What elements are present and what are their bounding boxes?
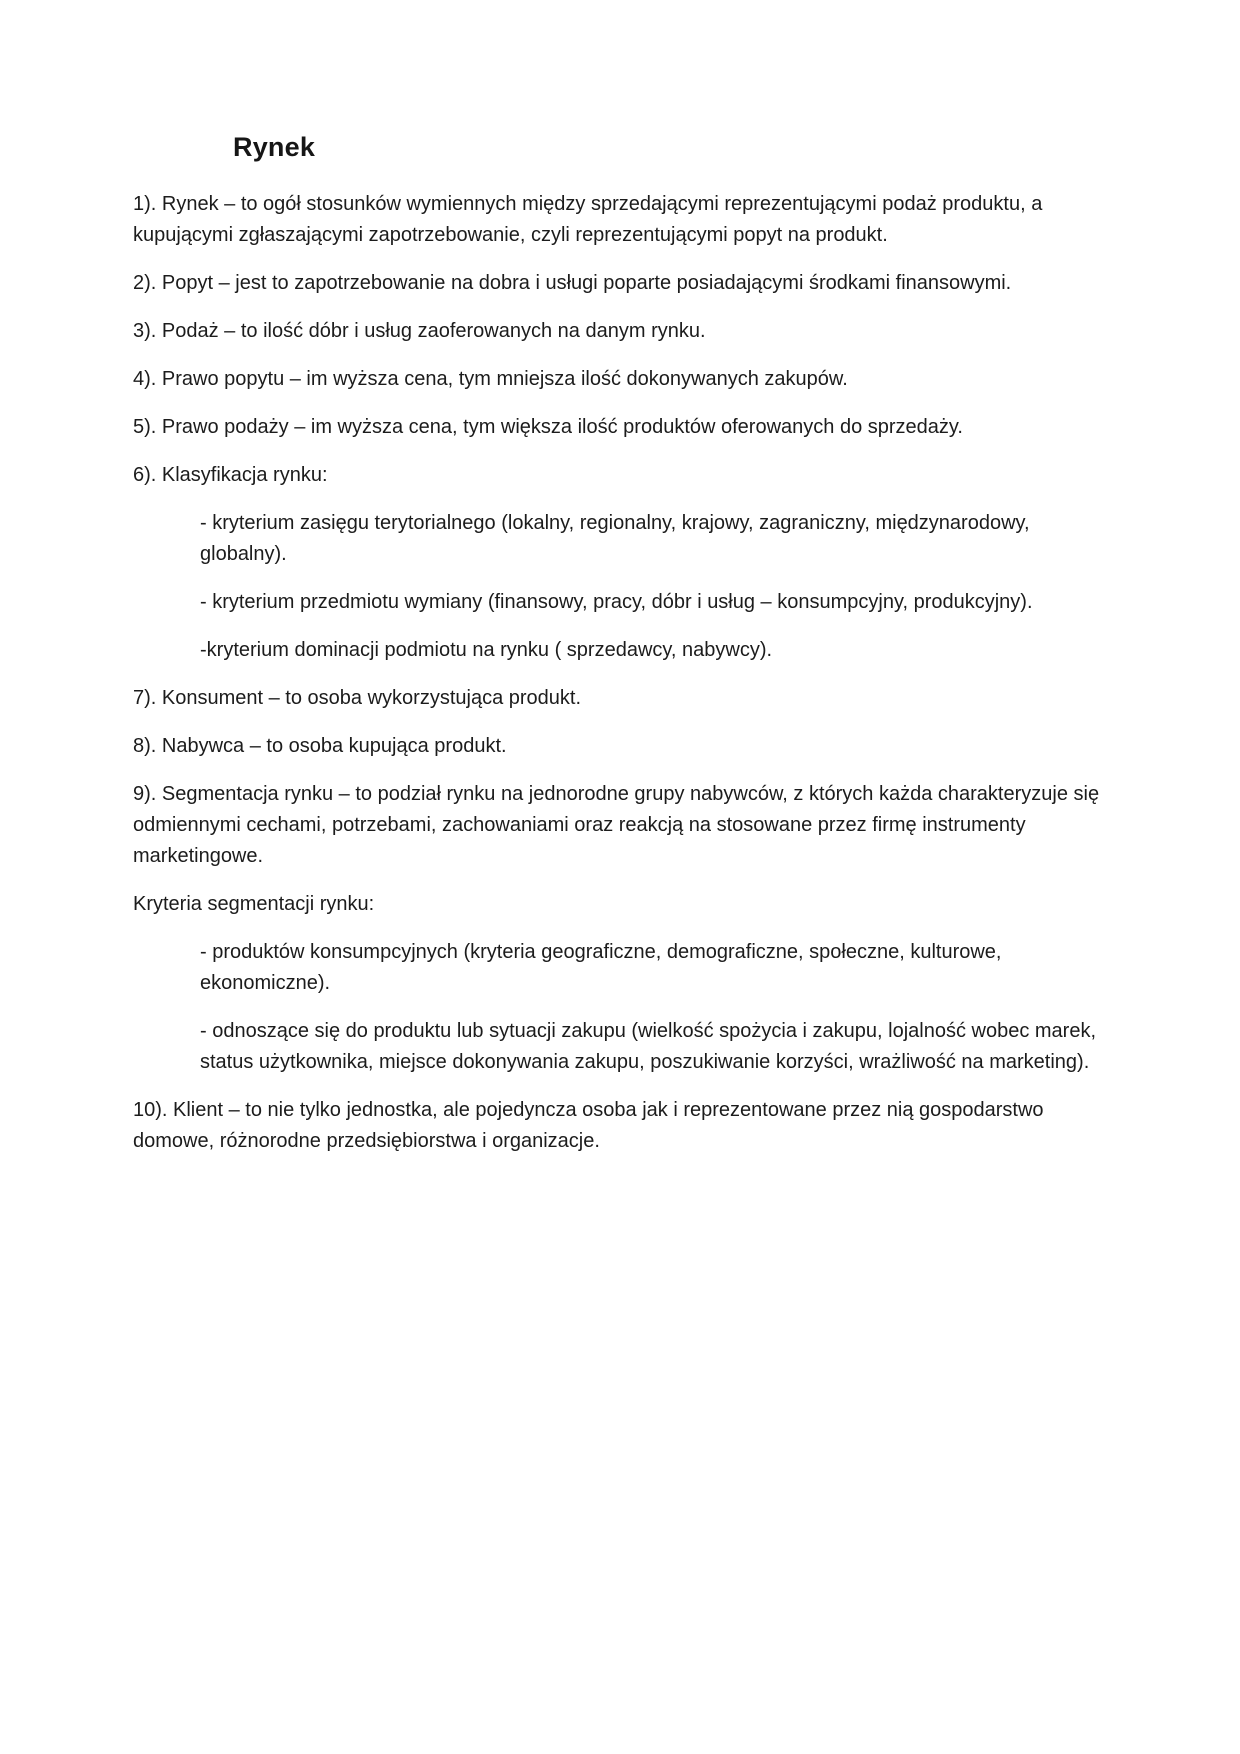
- document-body: [133, 189, 1105, 1157]
- paragraph: 5). Prawo podaży – im wyższa cena, tym większa ilość produktów oferowanych do sprzedaży.: [133, 416, 963, 438]
- paragraph: 8). Nabywca – to osoba kupująca produkt.: [133, 735, 507, 757]
- indented-paragraph: - odnoszące się do produktu lub sytuacji zakupu (wielkość spożycia i zakupu, lojalność wobec marek, status użytkownika, miejsce dokonywania zakupu, poszukiwanie korzyści, wrażliwość na marketing).: [200, 1020, 1097, 1073]
- paragraph: 7). Konsument – to osoba wykorzystująca produkt.: [133, 687, 582, 709]
- paragraph: 1). Rynek – to ogół stosunków wymiennych między sprzedającymi reprezentującymi podaż produktu, a kupującymi zgłaszającymi zapotrzebowanie, czyli reprezentującymi popyt na produkt.: [133, 193, 1043, 246]
- document-title: Rynek: [233, 132, 316, 162]
- indented-paragraph: - kryterium przedmiotu wymiany (finansowy, pracy, dóbr i usług – konsumpcyjny, produkcyjny).: [200, 591, 1033, 613]
- paragraph: 4). Prawo popytu – im wyższa cena, tym mniejsza ilość dokonywanych zakupów.: [133, 368, 848, 390]
- paragraph: 2). Popyt – jest to zapotrzebowanie na dobra i usługi poparte posiadającymi środkami finansowymi.: [133, 272, 1012, 294]
- indented-paragraph: -kryterium dominacji podmiotu na rynku ( sprzedawcy, nabywcy).: [200, 639, 773, 661]
- paragraph: Kryteria segmentacji rynku:: [133, 893, 375, 915]
- paragraph: 6). Klasyfikacja rynku:: [133, 464, 328, 486]
- paragraph: 9). Segmentacja rynku – to podział rynku na jednorodne grupy nabywców, z których każda charakteryzuje się odmiennymi cechami, potrzebami, zachowaniami oraz reakcją na stosowane przez firmę instrumenty marketingowe.: [133, 783, 1100, 867]
- indented-paragraph: - kryterium zasięgu terytorialnego (lokalny, regionalny, krajowy, zagraniczny, międzynarodowy, globalny).: [200, 512, 1030, 565]
- indented-paragraph: - produktów konsumpcyjnych (kryteria geograficzne, demograficzne, społeczne, kulturowe, ekonomiczne).: [200, 941, 1002, 994]
- paragraph: 3). Podaż – to ilość dóbr i usług zaoferowanych na danym rynku.: [133, 320, 706, 342]
- paragraph: 10). Klient – to nie tylko jednostka, ale pojedyncza osoba jak i reprezentowane przez nią gospodarstwo domowe, różnorodne przedsiębiorstwa i organizacje.: [133, 1099, 1044, 1152]
